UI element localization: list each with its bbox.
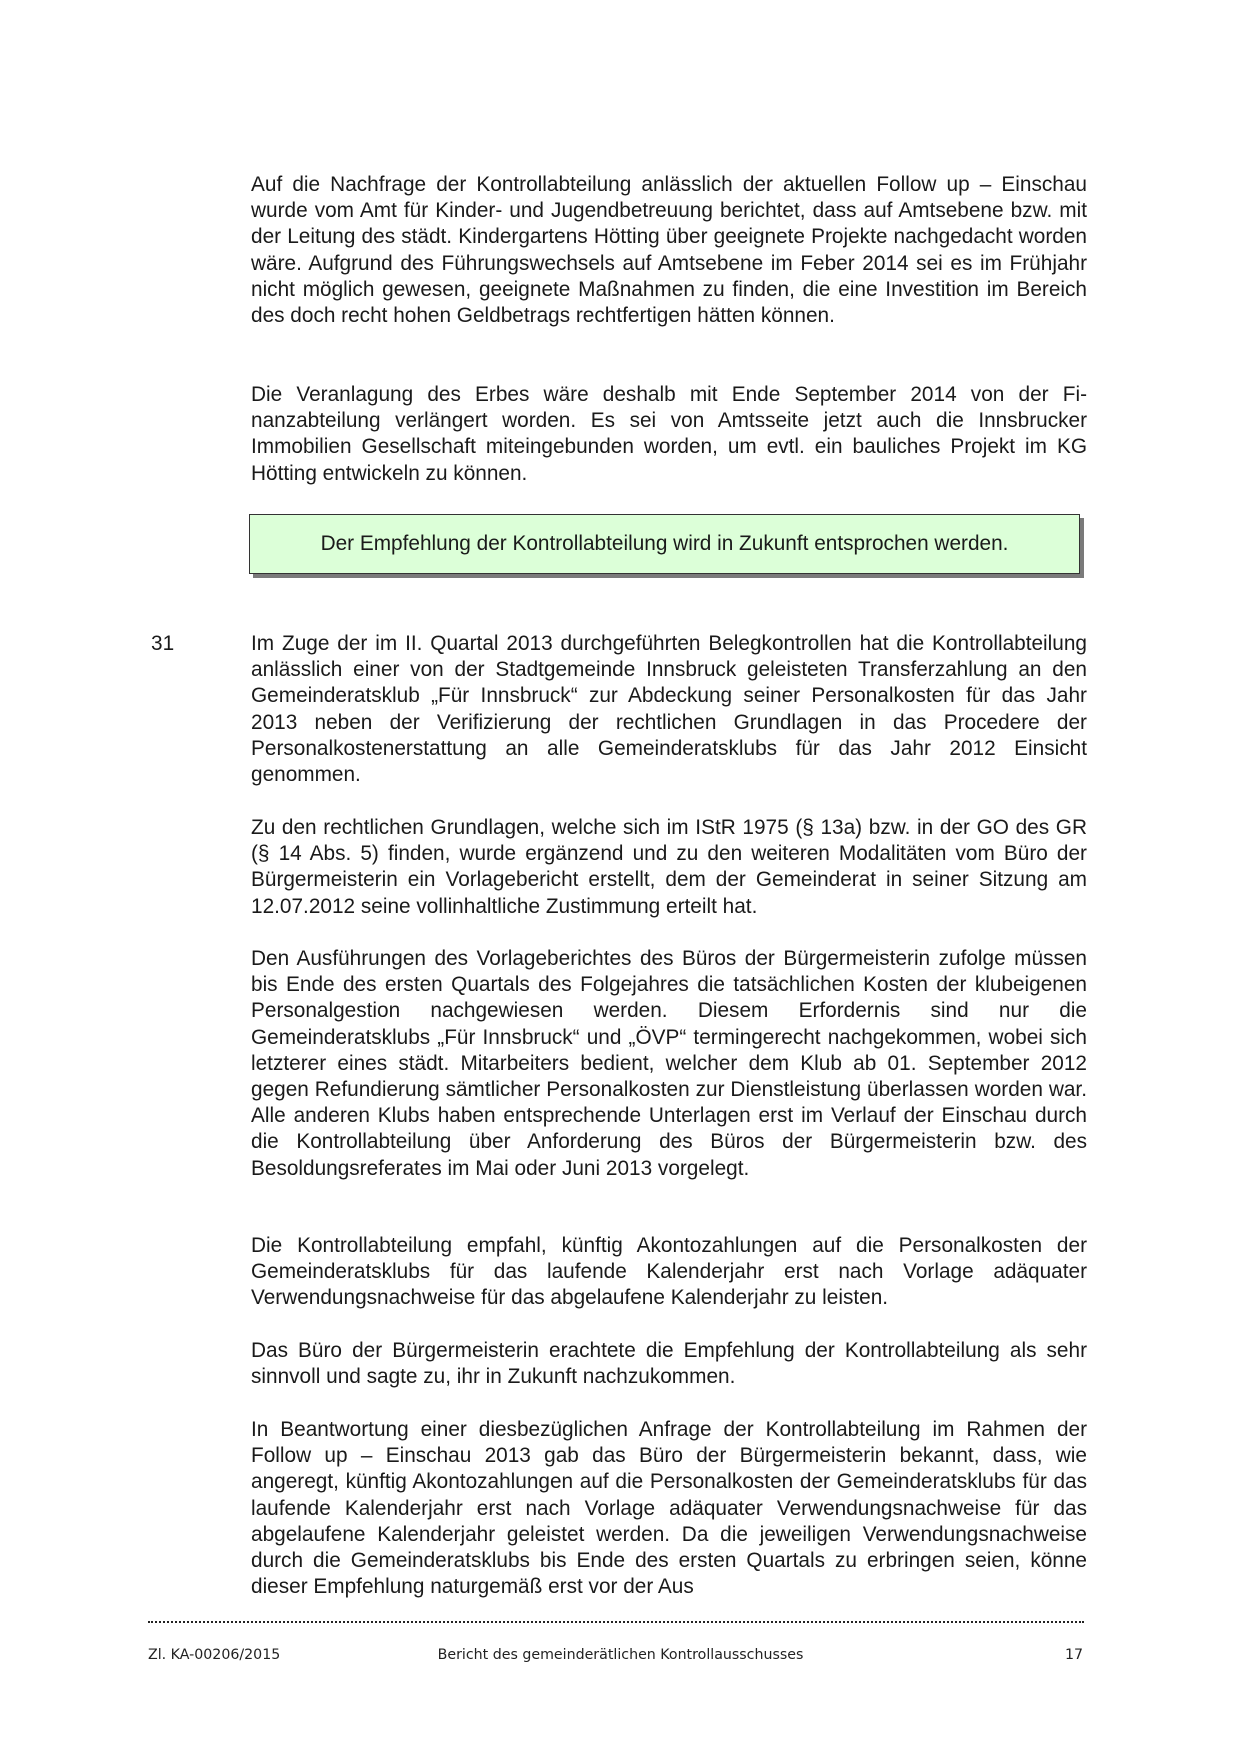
paragraph-text: Zu den rechtlichen Grundlagen, welche sich im IStR 1975 (§ 13a) bzw. in der GO des GR (§ 14 Abs. 5) finden, wurde ergänzend und zu den weiteren Modalitäten vom Büro der Bürgermeisterin ein Vorlagebericht erstellt, dem der Gemeinderat in seiner Sitzung am 12.07.2012 seine vollinhaltliche Zustimmung erteilt hat. bbox=[251, 816, 1087, 918]
paragraph-text: Das Büro der Bürgermeisterin erachtete die Empfehlung der Kontrollabteilung als sehr sinnvoll und sagte zu, ihr in Zukunft nachzukommen. bbox=[251, 1339, 1087, 1389]
paragraph-text: Im Zuge der im II. Quartal 2013 durchgeführten Belegkontrollen hat die Kontrollabteilung anlässlich einer von der Stadtgemeinde Innsbruck geleisteten Transferzahlung an den Gemeinderatsklub „Für Innsbruck“ zur Abdeckung seiner Personalkosten für das Jahr 2013 neben der Verifizierung der rechtlichen Grundlagen in das Procedere der Personalkostenerstattung an alle Gemeinderatsklubs für das Jahr 2012 Einsicht genommen. bbox=[251, 632, 1087, 787]
paragraph-belegkontrollen bbox=[251, 631, 1087, 788]
footer-divider bbox=[148, 1621, 1084, 1623]
recommendation-text: Der Empfehlung der Kontrollabteilung wird in Zukunft entsprochen werden. bbox=[320, 532, 1009, 555]
footer-reference: Zl. KA-00206/2015 bbox=[148, 1647, 281, 1663]
paragraph-vorlagebericht bbox=[251, 946, 1087, 1182]
paragraph-rechtliche-grundlagen bbox=[251, 815, 1087, 920]
footer-title: Bericht des gemeinderätlichen Kontrollausschusses bbox=[437, 1647, 804, 1663]
paragraph-stellungnahme bbox=[251, 1338, 1087, 1390]
item-number: 31 bbox=[151, 632, 175, 655]
recommendation-box bbox=[249, 514, 1080, 574]
paragraph-text: Die Veranlagung des Erbes wäre deshalb mit Ende September 2014 von der Finanzabteilung verlängert worden. Es sei von Amtsseite jetzt auch die Innsbrucker Immobilien Gesellschaft miteingebunden worden, um evtl. ein bauliches Projekt im KG Hötting entwickeln zu können. bbox=[251, 383, 1087, 485]
paragraph-empfehlung bbox=[251, 1233, 1087, 1312]
paragraph-text: Den Ausführungen des Vorlageberichtes des Büros der Bürgermeisterin zufolge müssen bis Ende des ersten Quartals des Folgejahres die tatsächlichen Kosten der klubeigenen Personalgestion nachgewiesen werden. Diesem Erfordernis sind nur die Gemeinderatsklubs „Für Innsbruck“ und „ÖVP“ termingerecht nachgekommen, wobei sich letzterer eines städt. Mitarbeiters bedient, welcher dem Klub ab 01. September 2012 gegen Refundierung sämtlicher Personalkosten zur Dienstleistung überlassen worden war. Alle anderen Klubs haben entsprechende Unterlagen erst im Verlauf der Einschau durch die Kontrollabteilung über Anforderung des Büros der Bürgermeisterin bzw. des Besoldungsreferates im Mai oder Juni 2013 vorgelegt. bbox=[251, 947, 1087, 1180]
paragraph-text: Auf die Nachfrage der Kontrollabteilung anlässlich der aktuellen Follow up – Einschau wurde vom Amt für Kinder- und Jugendbetreuung berichtet, dass auf Amtsebene bzw. mit der Leitung des städt. Kindergartens Hötting über geeignete Projekte nachgedacht worden wäre. Aufgrund des Führungswechsels auf Amtsebene im Feber 2014 sei es im Frühjahr nicht möglich gewesen, geeignete Maßnahmen zu finden, die eine Investition im Bereich des doch recht hohen Geldbetrags rechtfertigen hätten können. bbox=[251, 173, 1087, 328]
paragraph-text: In Beantwortung einer diesbezüglichen Anfrage der Kontrollabteilung im Rahmen der Follow up – Einschau 2013 gab das Büro der Bürgermeisterin bekannt, dass, wie angeregt, künftig Akontozahlungen auf die Personalkosten der Gemeinderatsklubs für das laufende Kalenderjahr erst nach Vorlage adäquater Verwendungsnachweise für das abgelaufene Kalenderjahr geleistet werden. Da die jeweiligen Verwendungsnachweise durch die Gemeinderatsklubs bis Ende des ersten Quartals zu erbringen seien, könne dieser Empfehlung naturgemäß erst vor der Aus bbox=[251, 1418, 1087, 1599]
paragraph-veranlagung-erbe bbox=[251, 382, 1087, 487]
paragraph-follow-up-kindergarten bbox=[251, 172, 1087, 329]
paragraph-text: Die Kontrollabteilung empfahl, künftig Akontozahlungen auf die Personalkosten der Gemeinderatsklubs für das laufende Kalenderjahr erst nach Vorlage adäquater Verwendungsnachweise für das abgelaufene Kalenderjahr zu leisten. bbox=[251, 1234, 1087, 1310]
footer-page-number: 17 bbox=[1064, 1647, 1083, 1663]
paragraph-follow-up-2013 bbox=[251, 1417, 1087, 1600]
